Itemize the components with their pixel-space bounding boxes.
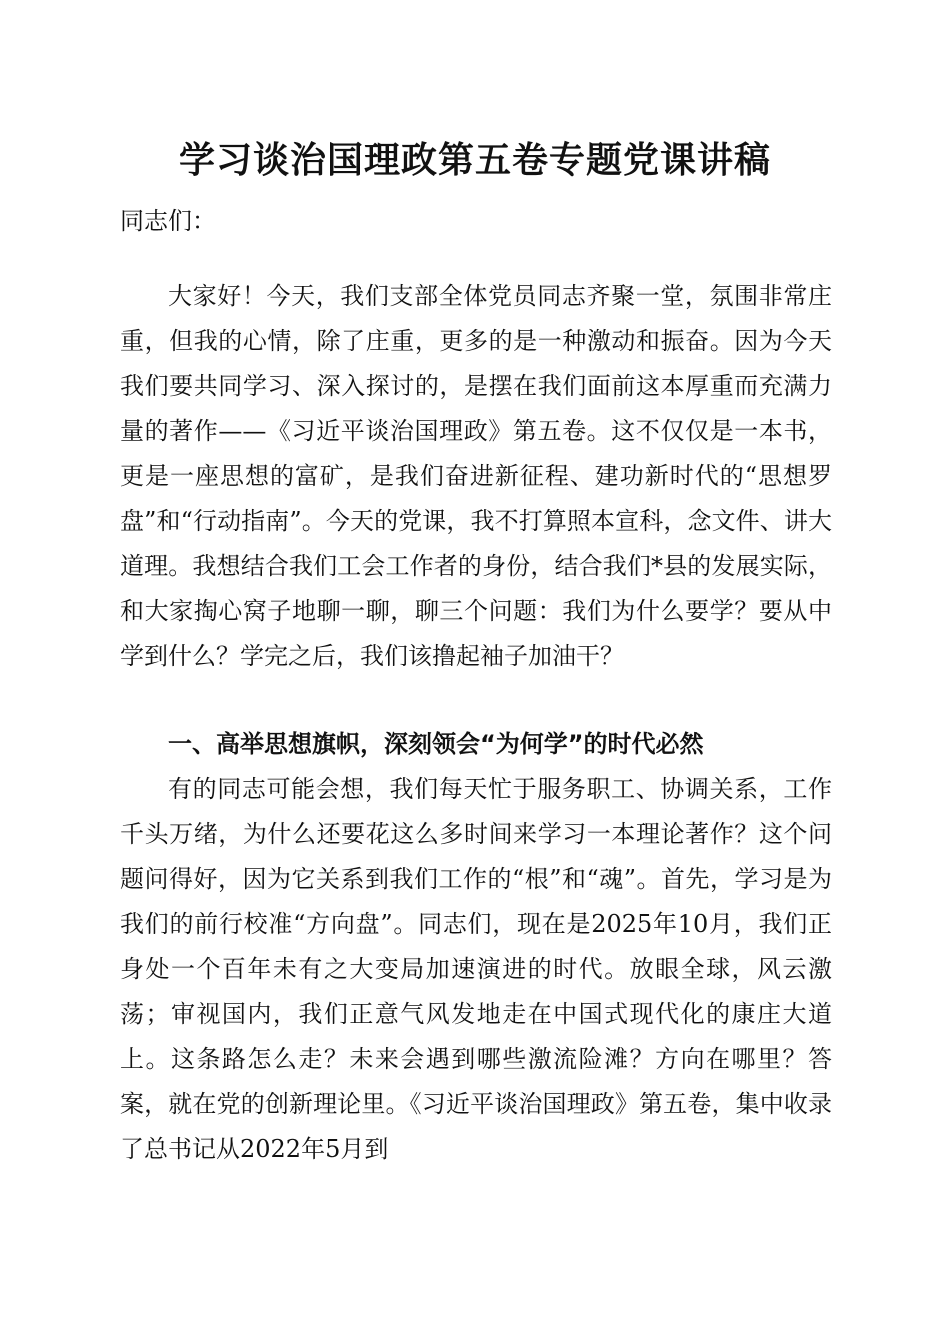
salutation: 同志们： — [120, 207, 216, 235]
paragraph-intro: 大家好！今天，我们支部全体党员同志齐聚一堂，氛围非常庄重，但我的心情，除了庄重，更多的是一种激动和振奋。因为今天我们要共同学习、深入探讨的，是摆在我们面前这本厚重而充满力量的著作——《习近平谈治国理政》第五卷。这不仅仅是一本书，更是一座思想的富矿，是我们奋进新征程、建功新时代的“思想罗盘”和“行动指南”。今天的党课，我不打算照本宣科，念文件、讲大道理。我想结合我们工会工作者的身份，结合我们*县的发展实际，和大家掏心窝子地聊一聊，聊三个问题：我们为什么要学？要从中学到什么？学完之后，我们该撸起袖子加油干？ — [120, 282, 832, 670]
section-heading-1: 一、高举思想旗帜，深刻领会“为何学”的时代必然 — [168, 730, 704, 758]
document-title: 学习谈治国理政第五卷专题党课讲稿 — [178, 139, 771, 181]
paragraph-section-1: 有的同志可能会想，我们每天忙于服务职工、协调关系，工作千头万绪，为什么还要花这么多时间来学习一本理论著作？这个问题问得好，因为它关系到我们工作的“根”和“魂”。首先，学习是为我们的前行校准“方向盘”。同志们，现在是2025年10月，我们正身处一个百年未有之大变局加速演进的时代。放眼全球，风云激荡；审视国内，我们正意气风发地走在中国式现代化的康庄大道上。这条路怎么走？未来会遇到哪些激流险滩？方向在哪里？答案，就在党的创新理论里。《习近平谈治国理政》第五卷，集中收录了总书记从2022年5月到 — [120, 775, 832, 1163]
